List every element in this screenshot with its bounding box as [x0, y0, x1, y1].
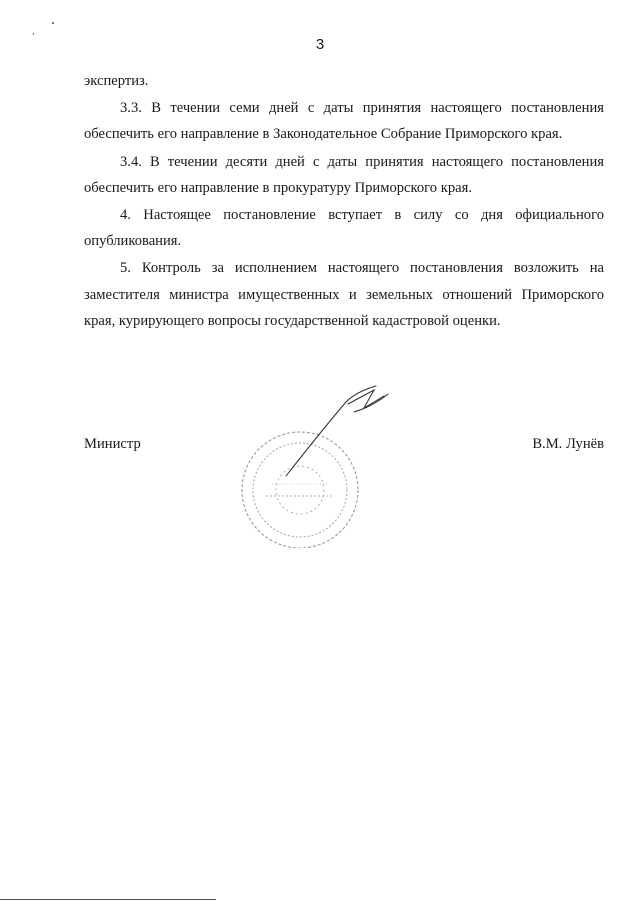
paragraph-continuation: экспертиз. — [84, 73, 149, 89]
paragraph-3-4: 3.4. В течении десяти дней с даты принятия настоящего постановления обеспечить его направление в прокуратуру Приморского края. — [84, 153, 604, 196]
signer-name: В.М. Лунёв — [532, 436, 604, 452]
paragraph-5: 5. Контроль за исполнением настоящего постановления возложить на заместителя министра имущественных и земельных отношений Приморского края, курирующего вопросы государственной кадастровой оценки. — [84, 260, 604, 329]
handwritten-signature-icon — [286, 386, 388, 476]
scan-artifact — [33, 33, 34, 35]
document-body — [84, 68, 604, 335]
stamp-and-signature — [228, 378, 398, 548]
signer-position: Министр — [84, 436, 141, 452]
paragraph-4: 4. Настоящее постановление вступает в силу со дня официального опубликования. — [84, 207, 604, 250]
paragraph-3-3: 3.3. В течении семи дней с даты принятия настоящего постановления обеспечить его направление в Законодательное Собрание Приморского края. — [84, 100, 604, 143]
signature-block — [84, 436, 604, 456]
page-number: 3 — [315, 36, 325, 53]
footer-divider — [0, 899, 216, 900]
scan-artifact — [52, 22, 54, 24]
